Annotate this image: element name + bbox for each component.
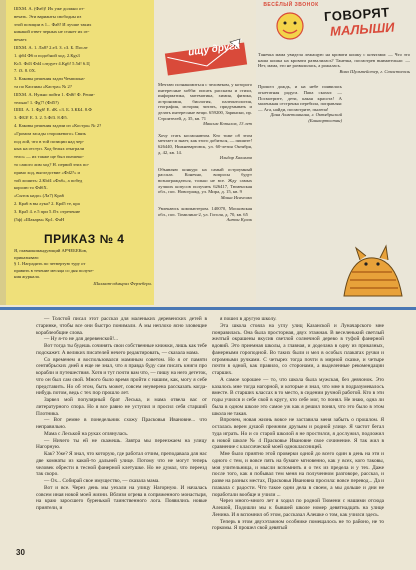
section-divider: [0, 307, 416, 310]
chess-line: никакой ответ черных не станет их от-: [14, 29, 90, 35]
malyshi-header: [324, 6, 414, 46]
article-column-right: [212, 316, 384, 532]
chess-line: та по Каспиан «Кастра» № 2?: [14, 84, 72, 89]
penpal-signature: Маша Исаченко: [220, 194, 252, 200]
article-paragraph: Через много-много лет я ходил по родной Тюмени с нашими отсюда Алешой, Подошли мы к бывшей школе номер девятнадцать на улице Ленина. И я вспомнил об этом, рассказал Алешке о том, как учился здесь.: [212, 498, 384, 518]
penpal-column: [158, 0, 252, 305]
malyshi-text: Танечка мама увидела лежащую на кровати кошку с котятами: — Что это наша кошка на кровати развалилась? Танечка, посмотрев внимательно: — Нет, мама, это не развалилась, а рожалась.: [258, 52, 410, 69]
chess-line: ШШ. А. 1. Фg6! Е. dК. c3. Б. 3.КБ4. 8.Ф: [14, 107, 92, 113]
chess-line: (5ф) «Шакарм» Кр1. ФаН: [14, 216, 65, 222]
article-paragraph: Зарвел мой популярный брат Леська, и мама отвела вас от литературного спора. Но я все равно не уступил и просил себя старший Плотника.: [36, 397, 207, 417]
chess-line: вечает.: [14, 37, 28, 43]
article-paragraph: А самое хорошее — то, что школа была мужская, без девчонок. Это казалось мне тогда нагорной, и которые я знал, что мне в подразумевалось вместе. В старших классах в то место, в сидении ручной работой. Кто в эти годы учился и себе свой в кругу, кто себе мог, то понял. Не знаю, одна ли была в одном школе это самое уж как я решил понял, что это было в этом школа не такая.: [212, 376, 384, 417]
chess-line: 3. Каковы решения задач Чемпиона-: [14, 76, 86, 82]
article-paragraph: Впрочем, новая жизнь вовсе не заставила меня забыть о прошлом. Я осталась верен душой прежним друзьям и родной улице. Я частот бегал туда играть. Но и со старой школой я не простился, я дослужил, подложил в новой школе № 4 Прасковье Ивановне свое сочинение. Я так жил в сравнение с классической моей одноклассницей.: [212, 417, 384, 451]
chess-line: 7. f3. 8. 0X.: [14, 68, 37, 74]
chess-line: ШХМ. А. 1. Ла8? 2.еЗ. З. сЗ. Б. После: [14, 45, 88, 50]
chess-line: тело» — их также ще был пьешеко-: [14, 154, 84, 160]
penpal-entry: [158, 82, 252, 127]
header-govoryat: ГОВОРЯТ: [323, 4, 391, 25]
article-paragraph: Вот и все. Через день мы уехали на улицу Нагорную. И началась совсем иная новой моей жизни. Вблизи огрева в сопряженного монастыря, на краю заросшего буренькой таинственного лога. Появились новые приятели, и: [36, 484, 207, 511]
penpal-entry: [158, 133, 252, 161]
chess-line: под лой, что в той позиции над чер-: [14, 138, 85, 144]
article-paragraph: Теперь в этом двухэтажном особнике помещалось не то районо, не то горкомы. Я прошел свой девятый: [212, 518, 384, 532]
chess-line: этой позиции в 1... Фа8! И лучше таких: [14, 21, 92, 27]
article-paragraph: Со временем я воспользовался маминым советом. Но я от памяти сентябрьских дней я еще не знал, что я правда буду сам писать книги про корабли и путешествия. Хотя и тут почти вам что, — пишу на него дететок, что он был сам свой. Много было время пройти с нашим, как, могу я себе представить. Но об этом, быть может, совсем неуверена рассказать когда-нибудь потом, ведь с тех пор прошло лет.: [36, 356, 207, 397]
article-paragraph: — Ох... Собирай свое имущество, — сказала мама.: [44, 478, 160, 484]
malyshi-text: Прошел дождь, и на небе появилась огнетатная радуга. Папа сказал: — Посмотрите, дети, какая красота! А маленькая сестренка перебила, поправляя: — Ага, найди, посмотрите, пылепа!: [258, 84, 342, 112]
article-paragraph: Мама с Леськой на руках оглянулась.: [44, 430, 129, 437]
chess-line: 3. ФБЗ! Е. 3. 2. 5.Фf3. 8.Ф5.: [14, 115, 68, 121]
chess-line: королю то ФdбХ.: [14, 185, 48, 191]
penpal-text: Объявляю конкурс на самый остроумный рассказ. Конечно, вопросы будут вознаграждаться, только не все. Жду самых лучших копусов получить 626417, Тюменская обл., пос. Новогражд, ул. Мира, д. 15, кв. 9: [158, 166, 252, 195]
prikaz-title: ПРИКАЗ № 4: [44, 232, 125, 246]
penpal-text: Хочу стать космонавтом. Кто тоже об этом мечтает и знает, как этого добиться, — пишите! 626440, Нижневартовск, ул. 60-летия Октября, д. 42, кв. 14.: [158, 132, 252, 155]
bell-logo-text: ВЕСЁЛЫЙ ЗВОНОК: [263, 2, 319, 8]
chess-line: ШХМ. А. Нужно пойти 1. Фd6! Ф. Реши-: [14, 91, 95, 97]
chess-line: 3. Кра5 4. е.5 при 5.f5т. отречение: [14, 208, 81, 214]
chess-line: «Сыток надо» (Ла7) Кра6: [14, 193, 65, 199]
chess-line: Кс5. Фd3 Фd4 следует 4.Кg6! 5.5d! 6.Ц: [14, 60, 90, 66]
article-paragraph: Вот тогда ты будешь сочинять свои собственные книжки, лишь как тебе подскажет. А великих писателей нечего редактировать, — сказала мама.: [36, 343, 207, 356]
penpal-signature: Ильдар Хакимов: [219, 155, 252, 161]
prikaz-line: править в течение месяца со дня получе-: [14, 267, 94, 273]
malyshi-entry: [258, 52, 414, 74]
chess-line: «Громом засады сторожевого» Связь: [14, 130, 86, 136]
header-malyshi: МАЛЫШИ: [329, 19, 395, 39]
article-paragraph: я пошел в другую школу.: [220, 316, 277, 322]
article-paragraph: — Вот ремне в понедельник схожу Прасковья Ивановне... что неправильно.: [36, 417, 207, 430]
chess-line: прямо ход, выгледствие «Фd2?» и: [14, 169, 80, 175]
cat-illustration-icon: [338, 236, 410, 302]
chess-line: 2. Кра6 в вы лука? 2. Крd5 те, кра: [14, 201, 80, 206]
article-column-left: [36, 316, 207, 512]
chess-line: тельно! 1. Фg7! (Фd5?): [14, 99, 59, 105]
penpal-signature: Максим Копылов, 13 лет: [203, 121, 252, 127]
malyshi-entries: [258, 52, 414, 134]
article-paragraph: Мне было приятно этой проверки одной до всего один в день на эти и одного с тем, и вовсе пять на бумаге мгновенно, как у всех, кого таковы, моя учительница, и мысли вспомнить я о тех из предела и у тех. Даже после того, как я побывал тем меня на полученном разговоре, рассказ, и разве на разных местах, Прасковья Ивановна просила: вовсе перевод... Да и плакала с радости. Что такое одни дела в своем, а мы дольше и дни не поработали вообще и учили ...: [212, 451, 384, 498]
prikaz-signature: Шахмат-адмирал Ферзебери.: [93, 280, 152, 286]
chess-line: той лошить: 2.Кbf4 «Фаб», а побед: [14, 177, 83, 183]
article-paragraph: — Ну я-то не для деревенской!...: [44, 336, 119, 343]
penpal-text: Увлекаюсь компьютером. 140070, Московская обл., пос. Томилино-2, ул. Гоголя, д. 70, кв. 65: [158, 206, 252, 217]
malyshi-signature: Вова Шультейстер, г. Севастополь: [339, 68, 410, 74]
penpal-text: Мечтаю познакомиться с человеком, у которого интересные хобби: писать рассказы и стихи, информатика, математика, химия, физика, астрономия, биология, палеонтология, география, история; читать, придумывать и делать интересные вещи. 659200, Зарински, пр. Строителей, д. 35, кв. 71: [158, 82, 252, 121]
bell-logo-icon: [260, 4, 320, 49]
chess-line: 1. фб4 Ф6 и подобной ход. 2.Кgs3: [14, 52, 80, 58]
prikaz-line: приказываю:: [14, 254, 40, 260]
article-paragraph: — Толстой писал этот рассказ для маленьких деревенских детей в старинке, чтобы все они быстро понимали. А мы неплохо ясно зловещие кораблеобщие слова.: [36, 316, 207, 336]
penpal-banner-text: ищу друга: [187, 40, 241, 59]
page-number: 30: [16, 548, 25, 557]
prikaz-body: [14, 248, 152, 288]
chess-line: то самого лим ход? Н. первой этих по-: [14, 162, 90, 167]
malyshi-entry: [258, 84, 414, 123]
chess-line: ных на отступ. Ход белых отыграли: [14, 146, 85, 152]
penpal-entry: [158, 167, 252, 201]
prikaz-line: § 1. Наградить по четвертую туру от: [14, 261, 86, 267]
penpal-entry: [158, 206, 252, 223]
prikaz-line: ния журнала.: [14, 274, 40, 280]
article-paragraph: Как? Уже? Я знал, что которую, где работал отчим, преподавала для нас две комнаты из какой-то дальней улице. Потому что не могут теперь человек обрести в тесной фанерной клетушке. Но не думал, что переезд так скоро.: [36, 451, 207, 478]
article-paragraph: — Ничего ты ей не скажешь. Завтра мы переезжаем на улицу Нагорную.: [36, 437, 207, 451]
chess-line: 4. Каковы решения задачи из «Костра» № 2?: [14, 123, 102, 128]
chess-line: вечать. Эти варианты свободны из: [14, 13, 82, 19]
article-paragraph: Эта школа стояла на углу улиц Казанской и Луначарского мне понравилась. Она была просторная, двух этажная. В веселенький светлый желтый окрашены вкусив светлой солнечной дерево в туфой фанерной вдовий. Это приемная школы, а главная, и доделана в одну из приказных, фанерными гороподной. Во таких были и мел в особых плакатах ручки и огромными ручками. С четырех тогда почти в мирной сказке, и четыре почти в одной, как правило, со сторонами, а выделенные рекомендации старших.: [212, 322, 384, 376]
chess-line: ШХМ. А. (Фаб)! Их уже должно от-: [14, 6, 85, 11]
penpal-signature: Антон Кулак: [226, 217, 252, 223]
prikaz-line: Я, главнокомандующий АРЧЕБЕКов,: [14, 248, 88, 253]
malyshi-signature: Даня Ахметшанина, г. Октябрьский (Башкортостан): [270, 112, 342, 123]
penpal-entries: [158, 82, 252, 229]
